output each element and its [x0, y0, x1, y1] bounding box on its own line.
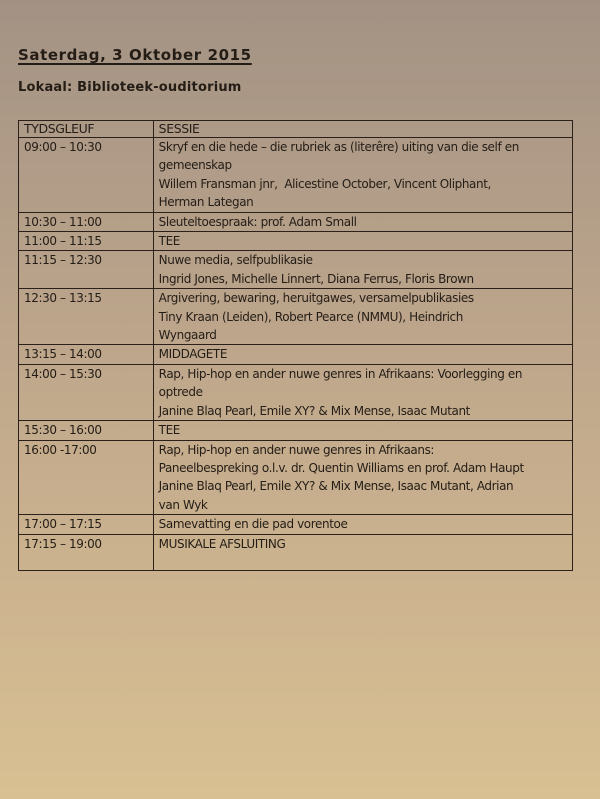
- session-line: gemeenskap: [158, 158, 232, 173]
- session-time: 09:00 – 10:30: [19, 138, 154, 213]
- session-line: Samevatting en die pad vorentoe: [158, 517, 348, 532]
- session-time: 17:00 – 17:15: [19, 515, 154, 534]
- table-header-row: [19, 121, 573, 138]
- session-line: Argivering, bewaring, heruitgawes, versamelpublikasies: [158, 291, 474, 306]
- session-description: [153, 232, 572, 251]
- session-line: Nuwe media, selfpublikasie: [158, 253, 313, 268]
- table-row: [19, 364, 573, 420]
- venue-label: Lokaal: Biblioteek-ouditorium: [18, 80, 242, 95]
- session-description: [153, 345, 572, 364]
- column-header-time: TYDSGLEUF: [19, 121, 154, 138]
- session-line: van Wyk: [158, 497, 208, 512]
- session-time: 11:00 – 11:15: [19, 232, 154, 251]
- session-line: Wyngaard: [158, 328, 217, 343]
- session-description: [153, 138, 572, 213]
- session-line: Herman Lategan: [158, 195, 254, 210]
- table-row: [19, 289, 573, 345]
- session-line: Paneelbespreking o.l.v. dr. Quentin Williams en prof. Adam Haupt: [158, 460, 524, 475]
- table-row: [19, 515, 573, 534]
- session-time: 16:00 -17:00: [19, 440, 154, 515]
- session-line: Willem Fransman jnr, Alicestine October, Vincent Oliphant,: [158, 176, 491, 191]
- session-line: optrede: [158, 385, 203, 400]
- session-description: [153, 364, 572, 420]
- session-line: Tiny Kraan (Leiden), Robert Pearce (NMMU), Heindrich: [158, 309, 463, 324]
- session-line: MUSIKALE AFSLUITING: [158, 536, 286, 551]
- page-title: Saterdag, 3 Oktober 2015: [18, 46, 252, 64]
- session-line: Janine Blaq Pearl, Emile XY? & Mix Mense, Isaac Mutant, Adrian: [158, 479, 514, 494]
- session-time: 15:30 – 16:00: [19, 421, 154, 440]
- table-row: [19, 138, 573, 213]
- table-row: [19, 440, 573, 515]
- table-row: [19, 251, 573, 289]
- session-description: [153, 515, 572, 534]
- session-line: Rap, Hip-hop en ander nuwe genres in Afrikaans: Voorlegging en: [158, 366, 523, 381]
- session-time: 13:15 – 14:00: [19, 345, 154, 364]
- session-line: Rap, Hip-hop en ander nuwe genres in Afrikaans:: [158, 442, 435, 457]
- session-time: 12:30 – 13:15: [19, 289, 154, 345]
- session-line: TEE: [158, 423, 180, 438]
- column-header-session: SESSIE: [153, 121, 572, 138]
- session-line: Janine Blaq Pearl, Emile XY? & Mix Mense, Isaac Mutant: [158, 403, 470, 418]
- session-description: [153, 534, 572, 570]
- session-line: MIDDAGETE: [158, 347, 228, 362]
- session-time: 14:00 – 15:30: [19, 364, 154, 420]
- session-description: [153, 212, 572, 231]
- table-row: [19, 534, 573, 570]
- session-description: [153, 440, 572, 515]
- session-line: TEE: [158, 234, 180, 249]
- session-line: Skryf en die hede – die rubriek as (literêre) uiting van die self en: [158, 140, 519, 154]
- session-description: [153, 251, 572, 289]
- session-description: [153, 289, 572, 345]
- table-row: [19, 421, 573, 440]
- session-time: 10:30 – 11:00: [19, 212, 154, 231]
- schedule-table: [18, 120, 573, 571]
- session-description: [153, 421, 572, 440]
- table-row: [19, 212, 573, 231]
- session-time: 11:15 – 12:30: [19, 251, 154, 289]
- session-line: Ingrid Jones, Michelle Linnert, Diana Ferrus, Floris Brown: [158, 271, 474, 286]
- table-row: [19, 345, 573, 364]
- session-line: Sleuteltoespraak: prof. Adam Small: [158, 214, 357, 229]
- table-row: [19, 232, 573, 251]
- session-time: 17:15 – 19:00: [19, 534, 154, 570]
